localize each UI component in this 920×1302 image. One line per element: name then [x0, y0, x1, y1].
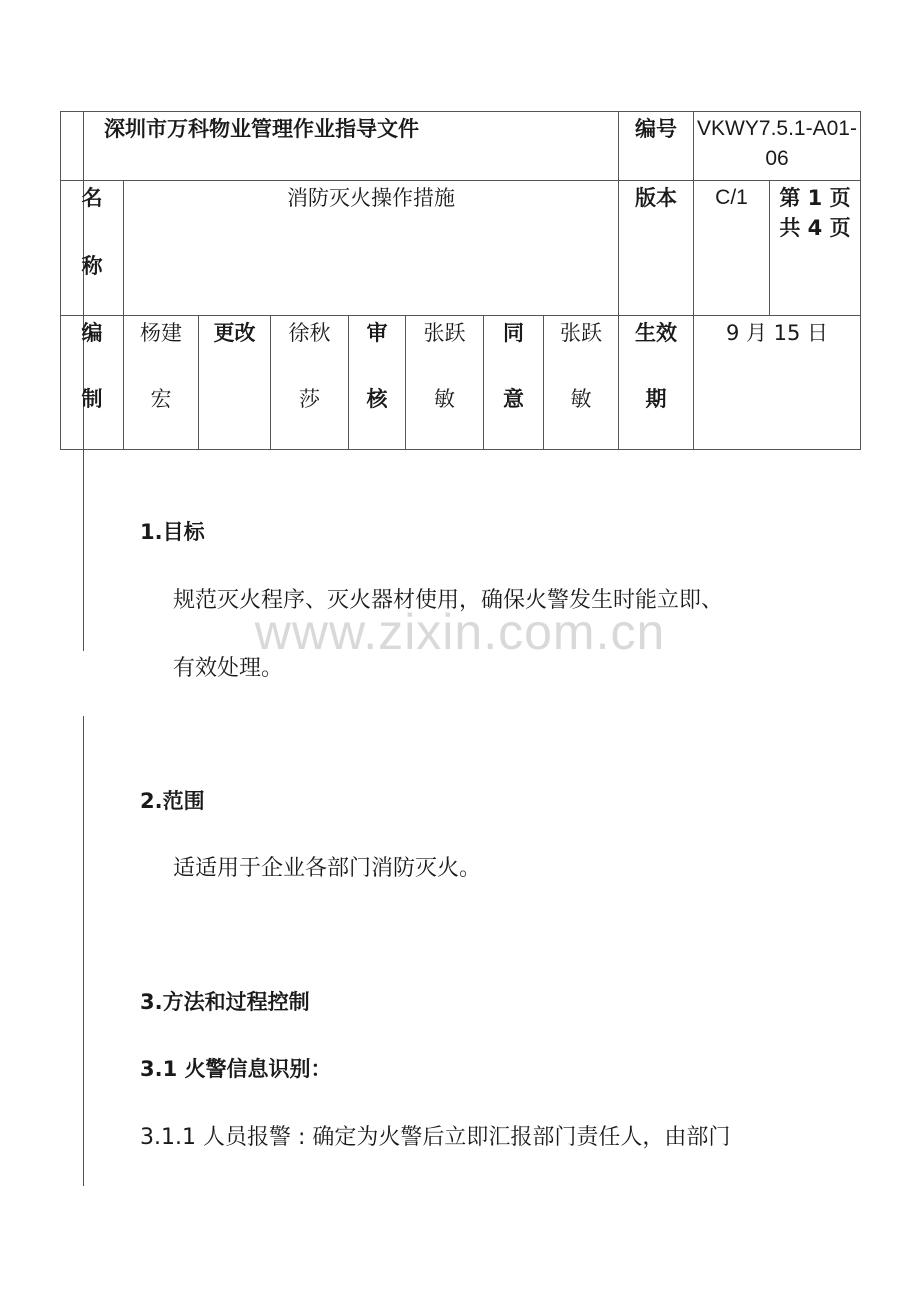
- version-label-cell: [619, 181, 694, 316]
- version-label: 版本: [635, 186, 677, 210]
- change-label: 更改: [213, 321, 256, 345]
- version-value: C/1: [715, 186, 748, 209]
- section-2-line-1: 适适用于企业各部门消防灭火。: [173, 856, 482, 881]
- doc-title-cell: [61, 112, 619, 181]
- name-value-cell: [124, 181, 619, 316]
- margin-line-bottom: [83, 716, 84, 1186]
- reviewer-1: 张跃: [423, 321, 466, 345]
- name-value: 消防灭火操作措施: [287, 186, 455, 210]
- effective-date-cell: [694, 316, 861, 450]
- effective-label-2: 期: [645, 387, 667, 411]
- author-cell: [124, 316, 199, 450]
- section-1-line-2: 有效处理。: [173, 656, 284, 681]
- section-3-1-heading: 3.1 火警信息识别：: [140, 1057, 332, 1081]
- reviewer-cell: [406, 316, 484, 450]
- author-1: 杨建: [140, 321, 182, 345]
- section-1-line-1: 规范灭火程序、灭火器材使用，确保火警发生时能立即、: [173, 588, 724, 613]
- change-label-cell: [199, 316, 271, 450]
- effective-label-1: 生效: [635, 321, 677, 345]
- doc-title: 深圳市万科物业管理作业指导文件: [104, 117, 419, 141]
- review-label-2: 核: [366, 387, 388, 411]
- section-3-heading: 3.方法和过程控制: [140, 990, 310, 1014]
- approver-2: 敏: [570, 387, 592, 411]
- number-label: 编号: [635, 117, 677, 141]
- section-2-heading: 2.范围: [140, 789, 205, 813]
- number-label-cell: [619, 112, 694, 181]
- author-label-1: 编: [81, 321, 103, 345]
- number-value: VKWY7.5.1-A01-06: [697, 117, 857, 170]
- effective-label-cell: [619, 316, 694, 450]
- section-1-heading: 1.目标: [140, 520, 205, 544]
- approve-label-2: 意: [503, 387, 524, 411]
- approver-cell: [544, 316, 619, 450]
- approver-1: 张跃: [560, 321, 602, 345]
- author-label-2: 制: [81, 387, 103, 411]
- page-info: 第 1 页共 4 页: [779, 186, 851, 240]
- changer-cell: [271, 316, 349, 450]
- review-label-cell: [349, 316, 406, 450]
- name-label-2: 称: [81, 254, 103, 278]
- changer-1: 徐秋: [288, 321, 331, 345]
- effective-date: 9 月 15 日: [725, 321, 829, 345]
- name-label-cell: [61, 181, 124, 316]
- approve-label-1: 同: [503, 321, 524, 345]
- approve-label-cell: [484, 316, 544, 450]
- document-header-table: [60, 111, 861, 450]
- name-label-1: 名: [81, 186, 103, 210]
- section-3-1-1-line-1: 3.1.1 人员报警 : 确定为火警后立即汇报部门责任人，由部门: [140, 1125, 731, 1150]
- reviewer-2: 敏: [434, 387, 455, 411]
- watermark: www.zixin.com.cn: [254, 604, 666, 660]
- version-page-cell: [694, 181, 861, 316]
- review-label-1: 审: [366, 321, 388, 345]
- changer-2: 莎: [299, 387, 320, 411]
- number-value-cell: [694, 112, 861, 181]
- author-label-cell: [61, 316, 124, 450]
- author-2: 宏: [150, 387, 172, 411]
